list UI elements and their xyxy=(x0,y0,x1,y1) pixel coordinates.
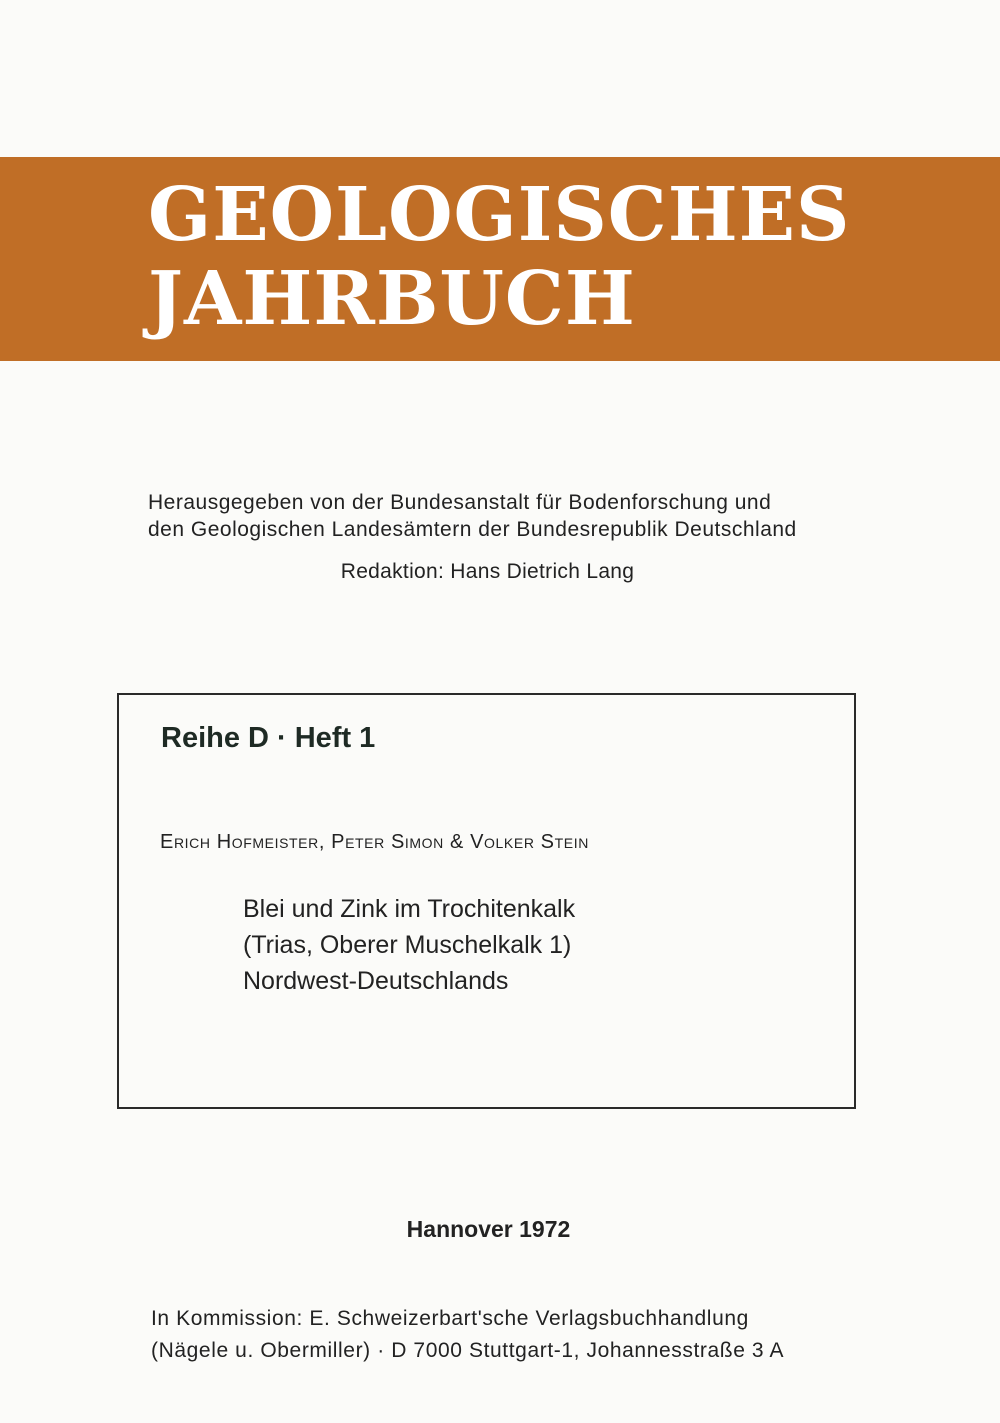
article-title-line1: Blei und Zink im Trochitenkalk xyxy=(243,895,576,923)
series-heading: Reihe D · Heft 1 xyxy=(161,722,376,754)
article-title-line2: (Trias, Oberer Muschelkalk 1) xyxy=(243,931,572,959)
journal-title-line1: GEOLOGISCHES xyxy=(148,172,851,258)
journal-title-line2: JAHRBUCH xyxy=(148,256,636,342)
publisher-line1: In Kommission: E. Schweizerbart'sche Verlagsbuchhandlung xyxy=(151,1307,749,1330)
editor-credit: Redaktion: Hans Dietrich Lang xyxy=(340,560,635,583)
publisher-statement-line1: Herausgegeben von der Bundesanstalt für Bodenforschung und xyxy=(148,491,772,514)
article-title-line3: Nordwest-Deutschlands xyxy=(243,967,509,995)
place-and-year: Hannover 1972 xyxy=(406,1216,571,1242)
publisher-statement-line2: den Geologischen Landesämtern der Bundesrepublik Deutschland xyxy=(148,518,797,541)
publisher-line2: (Nägele u. Obermiller) · D 7000 Stuttgart-1, Johannesstraße 3 A xyxy=(151,1339,785,1362)
authors: Erich Hofmeister, Peter Simon & Volker Stein xyxy=(160,831,589,853)
